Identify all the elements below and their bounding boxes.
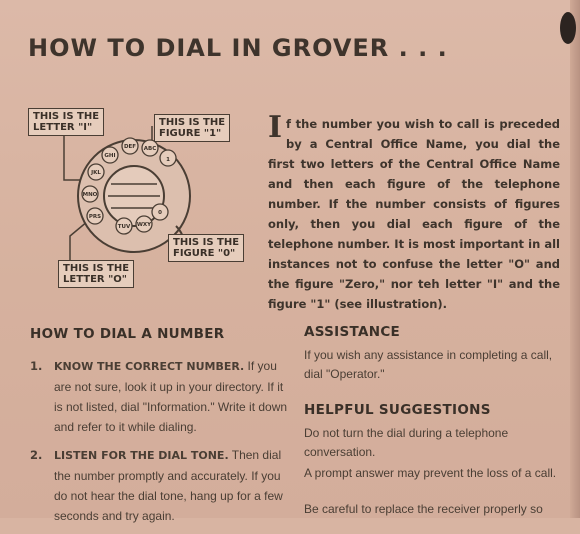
drop-cap: I [268,110,283,145]
dial-illustration [24,100,256,300]
assistance-heading: ASSISTANCE [304,324,401,340]
step-number: 1. [30,359,43,373]
label-letter-o: THIS IS THE LETTER "O" [58,260,134,288]
svg-text:MNO: MNO [82,192,98,198]
step-text: If you are not sure, look it up in your directory. If it is not listed, dial "Information." Write it down and refer to it while dialing. [54,359,288,434]
dialing-heading: HOW TO DIAL A NUMBER [30,326,225,342]
svg-text:JKL: JKL [91,170,101,176]
label-figure-1: THIS IS THE FIGURE "1" [154,114,230,142]
page-title: HOW TO DIAL IN GROVER . . . [28,34,448,62]
svg-text:TUV: TUV [117,224,131,230]
svg-text:DEF: DEF [123,144,137,150]
label-figure-0: THIS IS THE FIGURE "0" [168,234,244,262]
suggestions-heading: HELPFUL SUGGESTIONS [304,402,491,418]
step-text: Then dial the number promptly and accurately. If you do not hear the dial tone, hang up for a few seconds and try again. [54,448,283,523]
svg-text:PRS: PRS [88,214,102,220]
assistance-text: If you wish any assistance in completing a call, dial "Operator." [304,348,553,381]
dialing-steps [30,356,292,534]
svg-text:WXY: WXY [136,222,152,228]
step-lead: LISTEN FOR THE DIAL TONE. [54,449,229,462]
page-edge [570,0,580,518]
suggestion-2: A prompt answer may prevent the loss of a call. [304,466,557,480]
intro-paragraph [268,110,560,314]
list-item [30,356,292,437]
intro-text: f the number you wish to call is preceded by a Central Office Name, you dial the first two letters of the Central Office Name and then each figure of the telephone number. If the number consists of figures only, then you dial each figure of the telephone number. It is most important in all instances not to confuse the letter "O" and the figure "Zero," nor teh letter "I" and the figure "1" (see illustration). [268,117,560,311]
svg-text:GHI: GHI [104,153,116,159]
step-lead: KNOW THE CORRECT NUMBER. [54,360,245,373]
svg-text:1: 1 [166,157,170,163]
label-letter-i: THIS IS THE LETTER "I" [28,108,104,136]
list-item [30,445,292,526]
svg-text:0: 0 [158,210,162,216]
suggestion-1: Do not turn the dial during a telephone conversation. [304,426,509,459]
suggestion-3: Be careful to replace the receiver properly so [304,502,543,516]
binding-hole [560,12,576,44]
svg-text:ABC: ABC [143,146,157,152]
step-number: 2. [30,448,43,462]
